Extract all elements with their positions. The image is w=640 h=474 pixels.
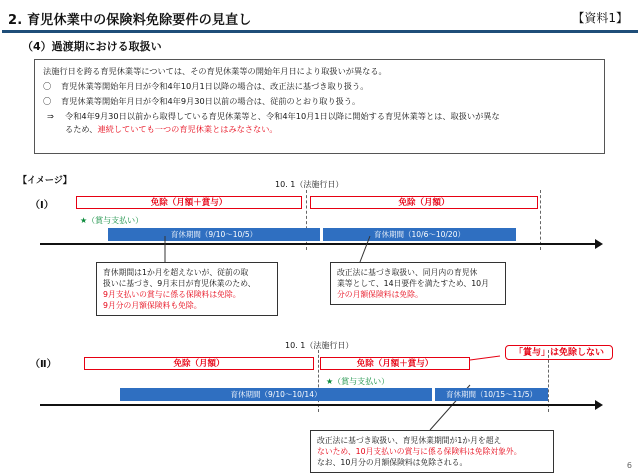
bonus-payment-2: ★（賞与支払い）	[326, 377, 390, 386]
bullet-text-2: 育児休業等開始年月日が令和4年9月30日以前の場合は、従前のとおり取り扱う。	[61, 96, 361, 106]
note-line: 改正法に基づき取扱い、育児休業期間が1か月を超え	[317, 436, 502, 445]
exempt-box-left-2: 免除（月額）	[84, 357, 314, 370]
note-line: 9月分の月額保険料も免除。	[103, 301, 202, 310]
law-date-label-2: 10. 1（法施行日）	[285, 341, 354, 350]
conclusion-line-1: 令和4年9月30日以前から取得している育児休業等と、令和4年10月1日以降に開始する育児休業等とは、取扱いが異な	[65, 111, 500, 121]
period-end-line-2	[548, 350, 549, 412]
image-label: 【イメージ】	[18, 176, 72, 186]
bullet-mark-2: 〇	[43, 96, 52, 106]
note-line: 9月支払いの賞与に係る保険料は免除。	[103, 290, 241, 299]
note-line: 扱いに基づき、9月末日が育児休業のため、	[103, 279, 256, 288]
section-subtitle: （4）過渡期における取扱い	[22, 40, 162, 53]
bonus-not-exempt-callout: 「賞与」は免除しない	[505, 345, 613, 360]
arrow-mark: ⇒	[47, 111, 54, 121]
conclusion-black: るため、	[65, 124, 98, 134]
note-line: 業等として、14日要件を満たすため、10月	[337, 279, 489, 288]
exempt-box-right-2: 免除（月額＋賞与）	[320, 357, 470, 370]
note-case-2	[310, 430, 554, 473]
exempt-box-left-1: 免除（月額＋賞与）	[76, 196, 302, 209]
page-title: 2. 育児休業中の保険料免除要件の見直し	[8, 13, 252, 28]
exempt-box-right-1: 免除（月額）	[310, 196, 538, 209]
connector-callout	[470, 356, 500, 360]
connector-note-right-1	[360, 236, 370, 262]
note-case-1-new	[330, 262, 506, 305]
bullet-text-1: 育児休業等開始年月日が令和4年10月1日以降の場合は、改正法に基づき取り扱う。	[61, 81, 369, 91]
law-date-label-1: 10. 1（法施行日）	[275, 180, 344, 189]
timeline-arrowhead-2	[595, 400, 603, 410]
note-line: 育休期間は1か月を超えないが、従前の取	[103, 268, 249, 277]
note-line: ないため、10月支払いの賞与に係る保険料は免除対象外。	[317, 447, 522, 456]
note-line: 分の月額保険料は免除。	[337, 290, 423, 299]
note-case-1-old	[96, 262, 278, 316]
bullet-mark-1: 〇	[43, 81, 52, 91]
conclusion-red: 連続していても一つの育児休業とはみなさない。	[97, 124, 278, 134]
case-2-label: （Ⅱ）	[30, 359, 57, 370]
note-line: 改正法に基づき取扱い、同月内の育児休	[337, 268, 478, 277]
law-date-line-2	[318, 350, 319, 412]
timeline-axis-2	[40, 404, 596, 406]
page-number: 6	[626, 461, 632, 470]
leave-period-right-2: 育休期間（10/15～11/5）	[435, 388, 548, 401]
note-line: なお、10月分の月額保険料は免除される。	[317, 458, 468, 467]
leave-period-left-1: 育休期間（9/10～10/5）	[108, 228, 320, 241]
box-intro: 法施行日を跨る育児休業等については、その育児休業等の開始年月日により取扱いが異なる。	[43, 66, 387, 76]
leave-period-right-1: 育休期間（10/6～10/20）	[323, 228, 516, 241]
case-1-label: （Ⅰ）	[30, 200, 54, 211]
leave-period-left-2: 育休期間（9/10～10/14）	[120, 388, 432, 401]
bonus-payment-1: ★（賞与支払い）	[80, 216, 144, 225]
document-tag: 【資料1】	[572, 11, 628, 25]
